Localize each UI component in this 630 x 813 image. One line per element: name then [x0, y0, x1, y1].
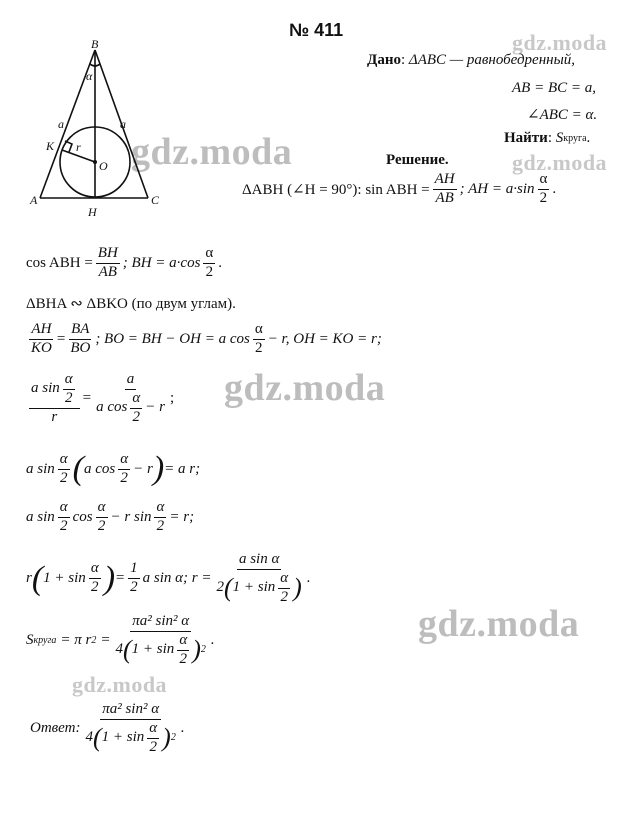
- fraction: πa² sin² α 4 ( 1 + sin $\frac{\alpha}{2}$ ) 2: [85, 701, 176, 755]
- text: =: [56, 330, 66, 347]
- fraction: $\frac{1}{2}$: [130, 560, 138, 596]
- solution-line-5: [26, 372, 174, 425]
- text: ; AH = a·sin: [459, 180, 535, 197]
- text: − r sin: [110, 508, 152, 525]
- side-label-a: a: [58, 117, 64, 131]
- side-label-a: a: [120, 117, 126, 131]
- text: 2: [91, 635, 97, 647]
- text: =: [115, 570, 126, 587]
- text: a cos: [83, 460, 116, 477]
- text: .: [306, 570, 311, 587]
- center-label-o: O: [99, 159, 108, 173]
- vertex-label-a: A: [30, 193, 38, 207]
- text: круга: [33, 635, 57, 647]
- text: = r;: [169, 508, 195, 525]
- radius-label-r: r: [76, 140, 81, 154]
- text: ; BH = a·cos: [122, 254, 201, 271]
- answer-label: Ответ: [30, 720, 76, 737]
- text: = a r;: [164, 460, 201, 477]
- solution-line-1: [242, 172, 556, 207]
- solution-line-8: r ( 1 + sin $\frac{\alpha}{2}$ ) = $\frac{1}{2}$ a sin α; r = a sin α 2 ( 1 + sin $\frac{\alpha}{2}$ ) .: [26, 551, 311, 605]
- watermark: gdz.moda: [131, 131, 293, 173]
- vertex-label-c: C: [151, 193, 160, 207]
- text: − r: [133, 460, 153, 477]
- text: ;: [169, 390, 175, 407]
- text: a sin: [26, 508, 55, 525]
- solution-line-2: [26, 246, 222, 281]
- solution-line-3: ΔBHA ∾ ΔBKO (по двум углам).: [26, 296, 236, 312]
- find-sub: круга: [563, 133, 587, 144]
- watermark: gdz.moda: [512, 30, 608, 55]
- text: ΔABH (∠H = 90°): sin ABH =: [242, 181, 430, 198]
- fraction: $\frac{\alpha}{2}$: [539, 171, 548, 206]
- text: 1 + sin: [43, 570, 86, 587]
- given-text: ΔABC — равнобедренный,: [408, 52, 575, 68]
- text: cos: [72, 508, 93, 525]
- fraction: $\frac{\alpha}{2}$: [97, 499, 106, 534]
- text: .: [552, 180, 557, 197]
- find-s: S: [555, 130, 564, 146]
- watermark: gdz.moda: [72, 672, 168, 697]
- watermark: gdz.moda: [224, 367, 386, 409]
- fraction: $\frac{BA}{BO}$: [70, 321, 91, 356]
- find-dot: .: [586, 130, 591, 146]
- fraction: $\frac{\alpha}{2}$: [59, 451, 68, 486]
- text: = π r: [60, 632, 92, 649]
- answer-line: [30, 702, 185, 755]
- text: :: [75, 720, 81, 737]
- fraction: $\frac{AH}{KO}$: [31, 321, 52, 356]
- given-label: Дано: [367, 52, 401, 68]
- watermark: gdz.moda: [418, 603, 580, 645]
- problem-number: № 411: [289, 20, 344, 40]
- fraction: $\frac{\alpha}{2}$: [90, 560, 99, 596]
- text: a sin α; r =: [142, 570, 212, 587]
- text: a sin: [26, 460, 55, 477]
- given-line-2: AB = BC = a,: [512, 80, 596, 96]
- fraction: $\frac{\alpha}{2}$: [254, 321, 263, 356]
- vertex-label-k: K: [46, 139, 55, 153]
- text: S: [26, 632, 34, 649]
- fraction: a a cos $\frac{\alpha}{2}$ − r: [96, 371, 165, 425]
- text: r: [26, 570, 32, 587]
- fraction: $\frac{\alpha}{2}$: [205, 245, 214, 280]
- given-line-3: ∠ABC = α.: [527, 107, 598, 123]
- text: =: [100, 632, 111, 649]
- solution-line-9: [26, 614, 215, 667]
- fraction: πa² sin² α 4 ( 1 + sin $\frac{\alpha}{2}$ ) 2: [115, 613, 206, 667]
- find-line: Найти : S круга .: [504, 130, 591, 146]
- vertex-label-h: H: [88, 205, 97, 219]
- text: ; BO = BH − OH = a cos: [95, 330, 250, 347]
- fraction: a sin $\frac{\alpha}{2}$ r: [29, 372, 80, 425]
- fraction: $\frac{\alpha}{2}$: [120, 451, 129, 486]
- fraction: $\frac{\alpha}{2}$: [156, 499, 165, 534]
- text: .: [180, 720, 185, 737]
- fraction: $\frac{BH}{AB}$: [97, 245, 118, 280]
- solution-line-6: a sin $\frac{\alpha}{2}$ ( a cos $\frac{\alpha}{2}$ − r ) = a r;: [26, 450, 201, 488]
- text: =: [82, 390, 92, 407]
- vertex-label-b: B: [91, 38, 99, 51]
- fraction: $\frac{\alpha}{2}$: [59, 499, 68, 534]
- fraction: a sin α 2 ( 1 + sin $\frac{\alpha}{2}$ ): [216, 551, 302, 605]
- solution-label: Решение.: [386, 152, 449, 168]
- fraction: $\frac{AH}{AB}$: [434, 171, 455, 206]
- angle-label-alpha: α: [86, 69, 93, 83]
- watermark: gdz.moda: [512, 150, 608, 175]
- given-line-1: Дано : ΔABC — равнобедренный,: [367, 52, 575, 68]
- solution-line-7: [26, 500, 194, 535]
- triangle-figure: [20, 38, 200, 258]
- text: cos ABH =: [26, 254, 93, 271]
- text: .: [218, 254, 223, 271]
- text: .: [210, 632, 215, 649]
- solution-line-4: [26, 322, 382, 357]
- text: − r, OH = KO = r;: [267, 330, 382, 347]
- find-label: Найти: [504, 130, 548, 146]
